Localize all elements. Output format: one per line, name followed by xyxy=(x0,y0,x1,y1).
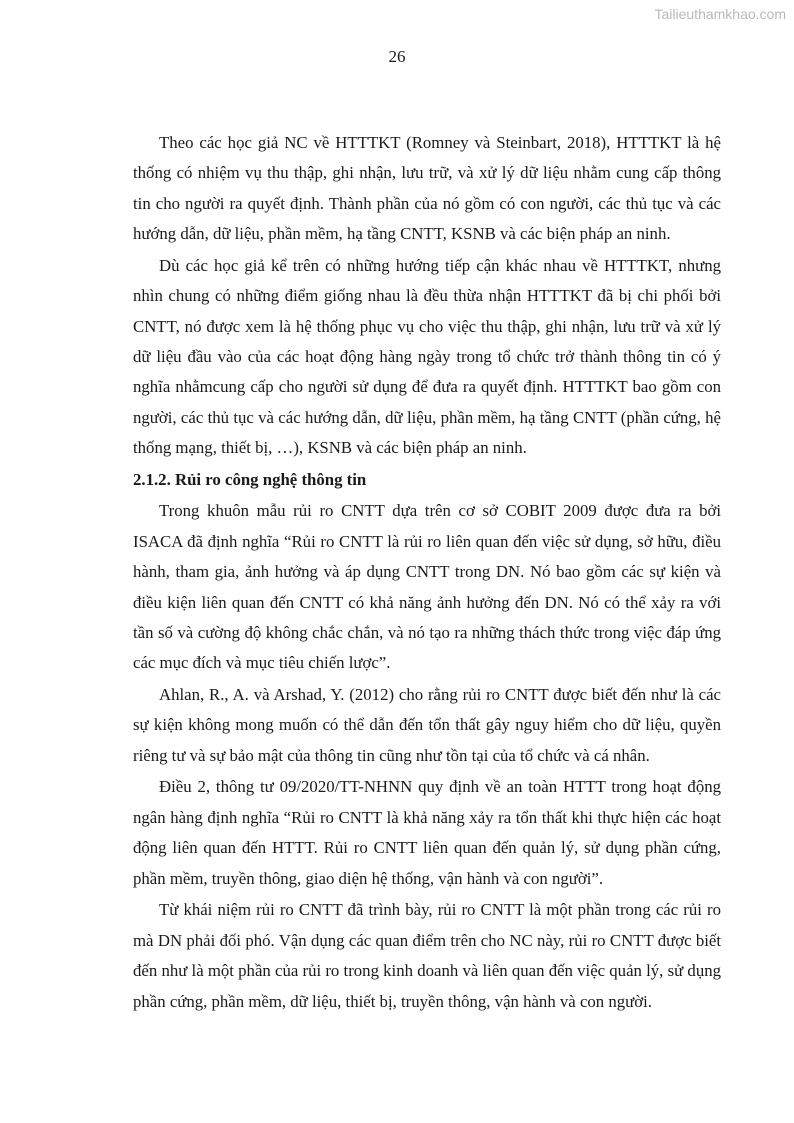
paragraph-circular-09-2020: Điều 2, thông tư 09/2020/TT-NHNN quy định về an toàn HTTT trong hoạt động ngân hàng định nghĩa “Rủi ro CNTT là khả năng xảy ra tổn thất khi thực hiện các hoạt động liên quan đến HTTT. Rủi ro CNTT liên quan đến quản lý, sử dụng phần cứng, phần mềm, truyền thông, giao diện hệ thống, vận hành và con người”. xyxy=(133,777,721,888)
paragraph-cobit-definition: Trong khuôn mẫu rủi ro CNTT dựa trên cơ sở COBIT 2009 được đưa ra bởi ISACA đã định nghĩa “Rủi ro CNTT là rủi ro liên quan đến việc sử dụng, sở hữu, điều hành, tham gia, ảnh hưởng và áp dụng CNTT trong DN. Nó bao gồm các sự kiện và điều kiện liên quan đến CNTT có khả năng ảnh hưởng đến DN. Nó có thể xảy ra với tần số và cường độ không chắc chắn, và nó tạo ra những thách thức trong việc đáp ứng các mục đích và mục tiêu chiến lược”. xyxy=(133,501,721,673)
paragraph-httttkt-definition: Theo các học giả NC về HTTTKT (Romney và Steinbart, 2018), HTTTKT là hệ thống có nhiệm vụ thu thập, ghi nhận, lưu trữ, và xử lý dữ liệu nhằm cung cấp thông tin cho người ra quyết định. Thành phần của nó gồm có con người, các thủ tục và các hướng dẫn, dữ liệu, phần mềm, hạ tầng CNTT, KSNB và các biện pháp an ninh. xyxy=(133,133,721,244)
section-heading: 2.1.2. Rủi ro công nghệ thông tin xyxy=(133,469,367,489)
paragraph-httttkt-summary: Dù các học giả kể trên có những hướng tiếp cận khác nhau về HTTTKT, nhưng nhìn chung có những điểm giống nhau là đều thừa nhận HTTTKT đã bị chi phối bởi CNTT, nó được xem là hệ thống phục vụ cho việc thu thập, ghi nhận, lưu trữ và xử lý dữ liệu đầu vào của các hoạt động hàng ngày trong tổ chức trở thành thông tin có ý nghĩa nhằmcung cấp cho người sử dụng để đưa ra quyết định. HTTTKT bao gồm con người, các thủ tục và các hướng dẫn, dữ liệu, phần mềm, hạ tầng CNTT (phần cứng, hệ thống mạng, thiết bị, …), KSNB và các biện pháp an ninh. xyxy=(133,255,721,458)
page-number: 26 xyxy=(388,47,406,66)
document-body xyxy=(133,128,721,1018)
paragraph-conclusion: Từ khái niệm rủi ro CNTT đã trình bày, rủi ro CNTT là một phần trong các rủi ro mà DN phải đối phó. Vận dụng các quan điểm trên cho NC này, rủi ro CNTT được biết đến như là một phần của rủi ro trong kinh doanh và liên quan đến việc quản lý, sử dụng phần cứng, phần mềm, dữ liệu, thiết bị, truyền thông, vận hành và con người. xyxy=(133,900,721,1011)
watermark: Tailieuthamkhao.com xyxy=(654,6,786,22)
paragraph-ahlan-arshad: Ahlan, R., A. và Arshad, Y. (2012) cho rằng rủi ro CNTT được biết đến như là các sự kiện không mong muốn có thể dẫn đến tổn thất gây nguy hiểm cho dữ liệu, quyền riêng tư và sự bảo mật của thông tin cũng như tồn tại của tổ chức và cá nhân. xyxy=(133,685,721,765)
